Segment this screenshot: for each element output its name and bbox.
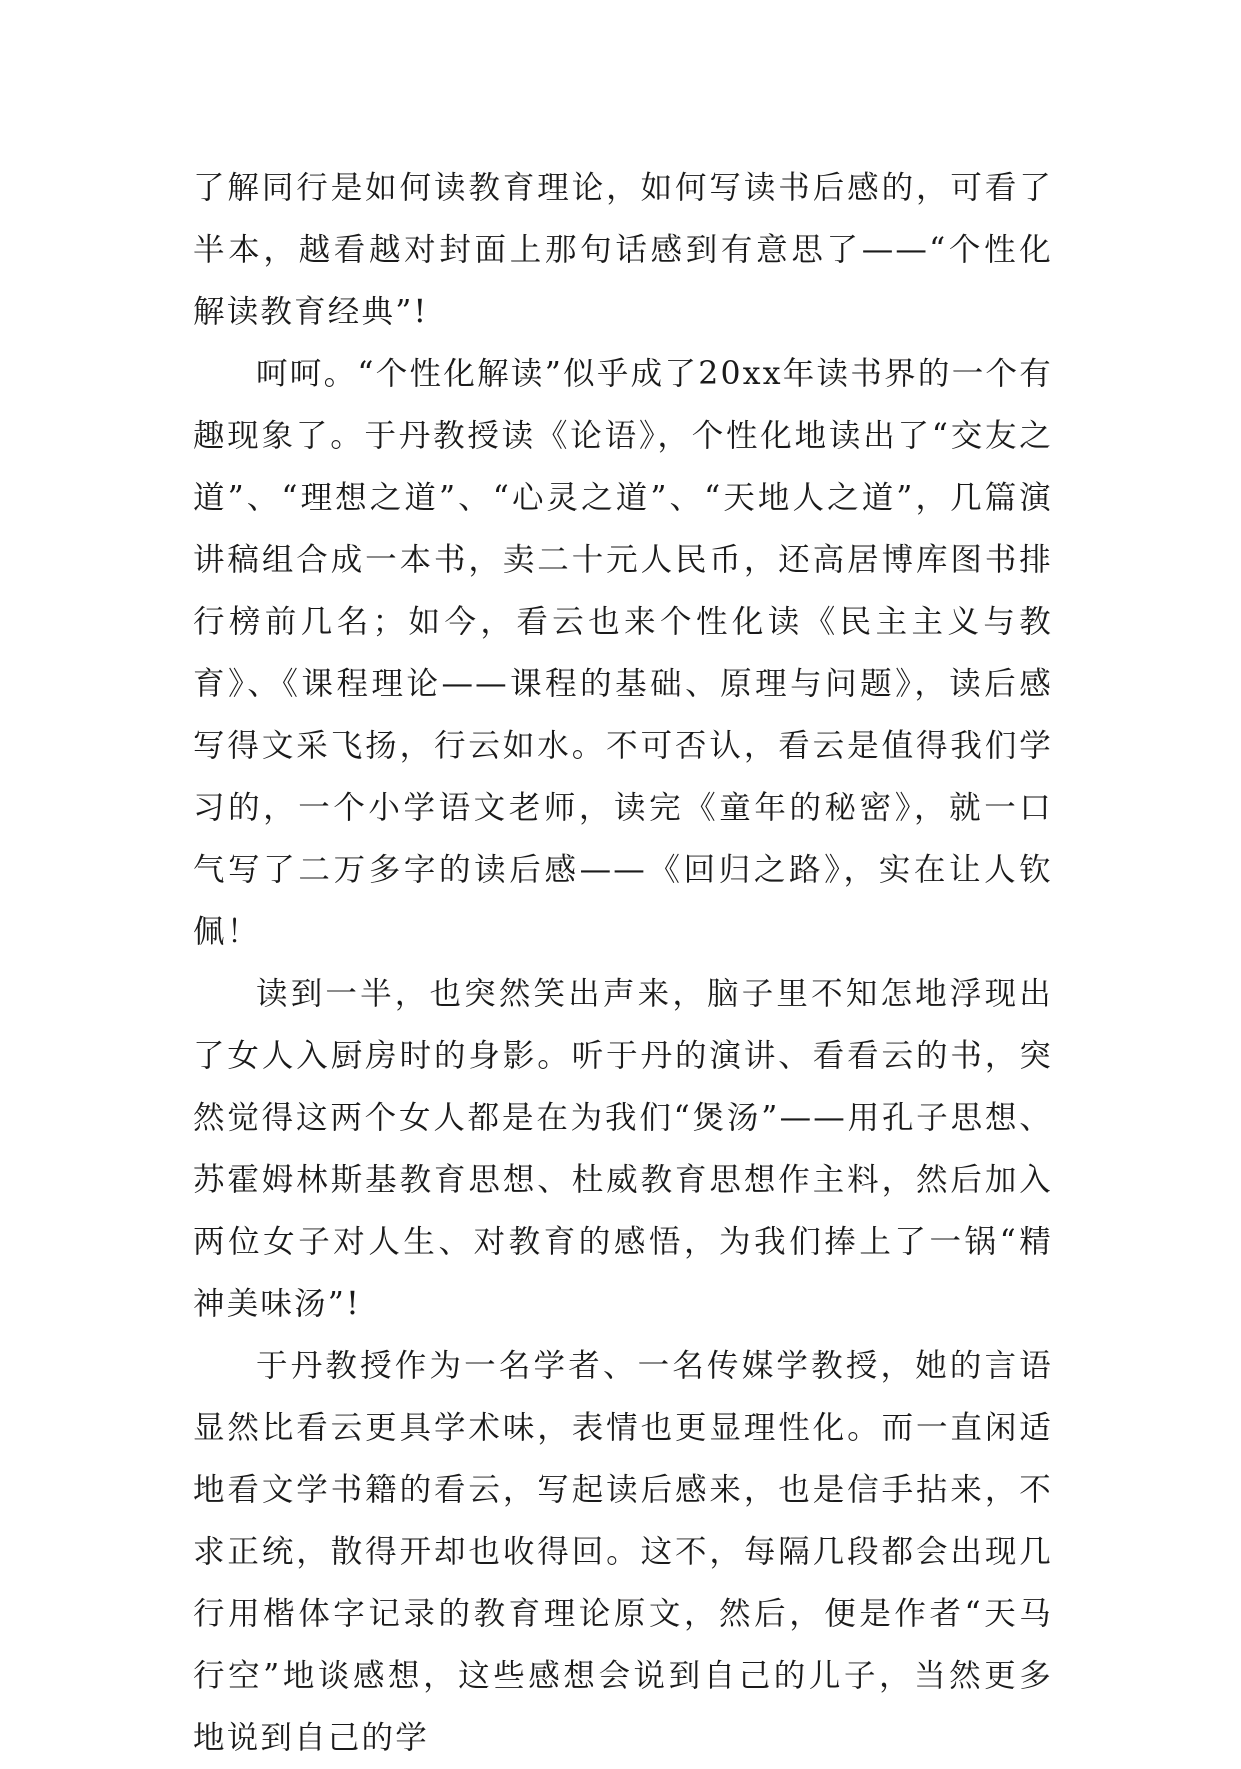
paragraph-2: 呵呵。“个性化解读”似乎成了20xx年读书界的一个有趣现象了。于丹教授读《论语》，个性化地读出了“交友之道”、“理想之道”、“心灵之道”、“天地人之道”，几篇演讲稿组合成一本书，卖二十元人民币，还高居博库图书排行榜前几名；如今，看云也来个性化读《民主主义与教育》、《课程理论——课程的基础、原理与问题》，读后感写得文采飞扬，行云如水。不可否认，看云是值得我们学习的，一个小学语文老师，读完《童年的秘密》，就一口气写了二万多字的读后感——《回归之路》，实在让人钦佩！: [193, 356, 1053, 950]
paragraph-1: 了解同行是如何读教育理论，如何写读书后感的，可看了半本，越看越对封面上那句话感到有意思了——“个性化解读教育经典”!: [193, 170, 1053, 330]
paragraph-3: 读到一半，也突然笑出声来，脑子里不知怎地浮现出了女人入厨房时的身影。听于丹的演讲、看看云的书，突然觉得这两个女人都是在为我们“煲汤”——用孔子思想、苏霍姆林斯基教育思想、杜威教育思想作主料，然后加入两位女子对人生、对教育的感悟，为我们捧上了一锅“精神美味汤”!: [193, 976, 1053, 1322]
document-body: [193, 157, 1053, 1769]
paragraph-4: 于丹教授作为一名学者、一名传媒学教授，她的言语显然比看云更具学术味，表情也更显理性化。而一直闲适地看文学书籍的看云，写起读后感来，也是信手拈来，不求正统，散得开却也收得回。这不，每隔几段都会出现几行用楷体字记录的教育理论原文，然后，便是作者“天马行空”地谈感想，这些感想会说到自己的儿子，当然更多地说到自己的学: [193, 1348, 1053, 1756]
